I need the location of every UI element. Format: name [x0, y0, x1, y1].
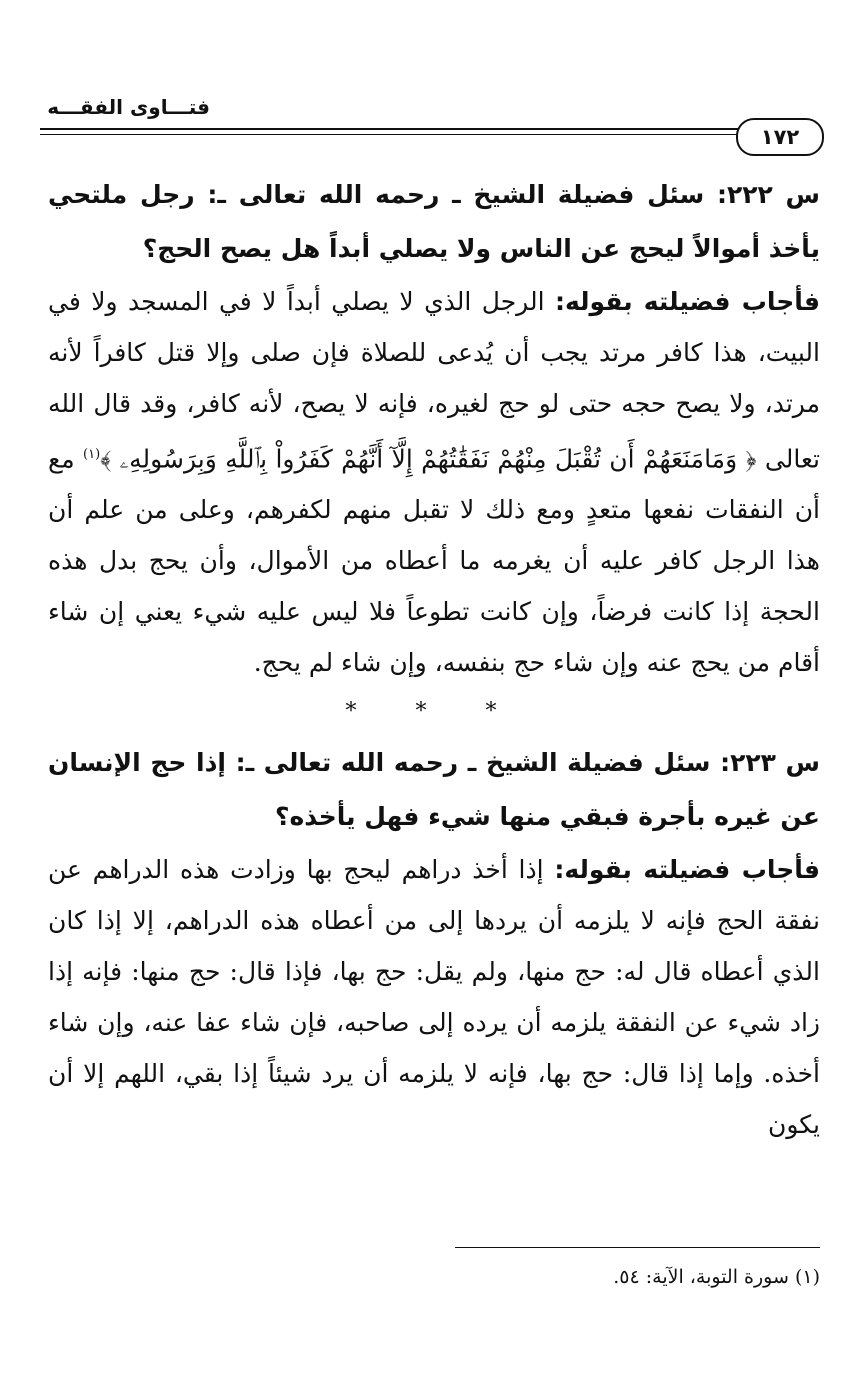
header-rule-thin [40, 134, 785, 135]
question-222 [48, 168, 820, 276]
header-rule-thick [40, 128, 785, 130]
answer-223-text: إذا أخذ دراهم ليحج بها وزادت هذه الدراهم عن نفقة الحج فإنه لا يلزمه أن يردها إلى من أعطاه هذه الدراهم، إلا إذا كان الذي أعطاه قال له: حج منها، ولم يقل: حج بها، فإذا قال: حج منها: فإنه إذا زاد شيء عن النفقة يلزمه أن يرده إلى صاحبه، فإن شاء عفا عنه، وإن شاء أخذه. وإما إذا قال: حج بها، فإنه لا يلزمه أن يرد شيئاً إذا بقي، اللهم إلا أن يكون [48, 855, 820, 1140]
answer-222-label: فأجاب فضيلته بقوله: [554, 287, 821, 316]
question-222-number: س ٢٢٢: [716, 180, 820, 209]
page-number: ١٧٢ [736, 118, 824, 156]
answer-223 [48, 844, 820, 1150]
page-body [48, 168, 820, 1150]
answer-222-text-part1: الرجل الذي لا يصلي أبداً لا في المسجد ولا في البيت، هذا كافر مرتد يجب أن يُدعى للصلاة فإن صلى وإلا قتل كافراً لأنه مرتد، ولا يصح حجه حتى لو حج لغيره، فإنه لا يصح، لأنه كافر، وقد قال الله تعالى [48, 287, 820, 474]
running-title: فتـــاوى الفقـــه [47, 95, 210, 119]
section-separator: * * * [345, 699, 523, 725]
quran-verse: ﴿ وَمَامَنَعَهُمْ أَن تُقْبَلَ مِنْهُمْ نَفَقَٰتُهُمْ إِلَّآ أَنَّهُمْ كَفَرُواْ بِٱللَّهِ وَبِرَسُولِهِۦ ﴾ [100, 444, 757, 474]
answer-223-label: فأجاب فضيلته بقوله: [554, 855, 820, 885]
answer-222 [48, 276, 820, 688]
question-223 [48, 736, 820, 844]
footnote-marker: (١) [83, 447, 101, 462]
footnote-rule [455, 1247, 820, 1248]
question-222-text: سئل فضيلة الشيخ ـ رحمه الله تعالى ـ: رجل ملتحي يأخذ أموالاً ليحج عن الناس ولا يصلي أبداً هل يصح الحج؟ [48, 180, 820, 263]
question-223-number: س ٢٢٣: [720, 748, 821, 778]
answer-222-text-part2: مع أن النفقات نفعها متعدٍ ومع ذلك لا تقبل منهم لكفرهم، وعلى من علم أن هذا الرجل كافر عليه أن يغرمه ما أعطاه من الأموال، وأن يحج بدل هذه الحجة إذا كانت فرضاً، وإن كانت تطوعاً فلا ليس عليه شيء يعني إن شاء أقام من يحج عنه وإن شاء حج بنفسه، وإن شاء لم يحج. [48, 444, 820, 678]
footnote: (١) سورة التوبة، الآية: ٥٤. [613, 1266, 820, 1288]
question-223-text: سئل فضيلة الشيخ ـ رحمه الله تعالى ـ: إذا حج الإنسان عن غيره بأجرة فبقي منها شيء فهل يأخذه؟ [48, 748, 820, 832]
